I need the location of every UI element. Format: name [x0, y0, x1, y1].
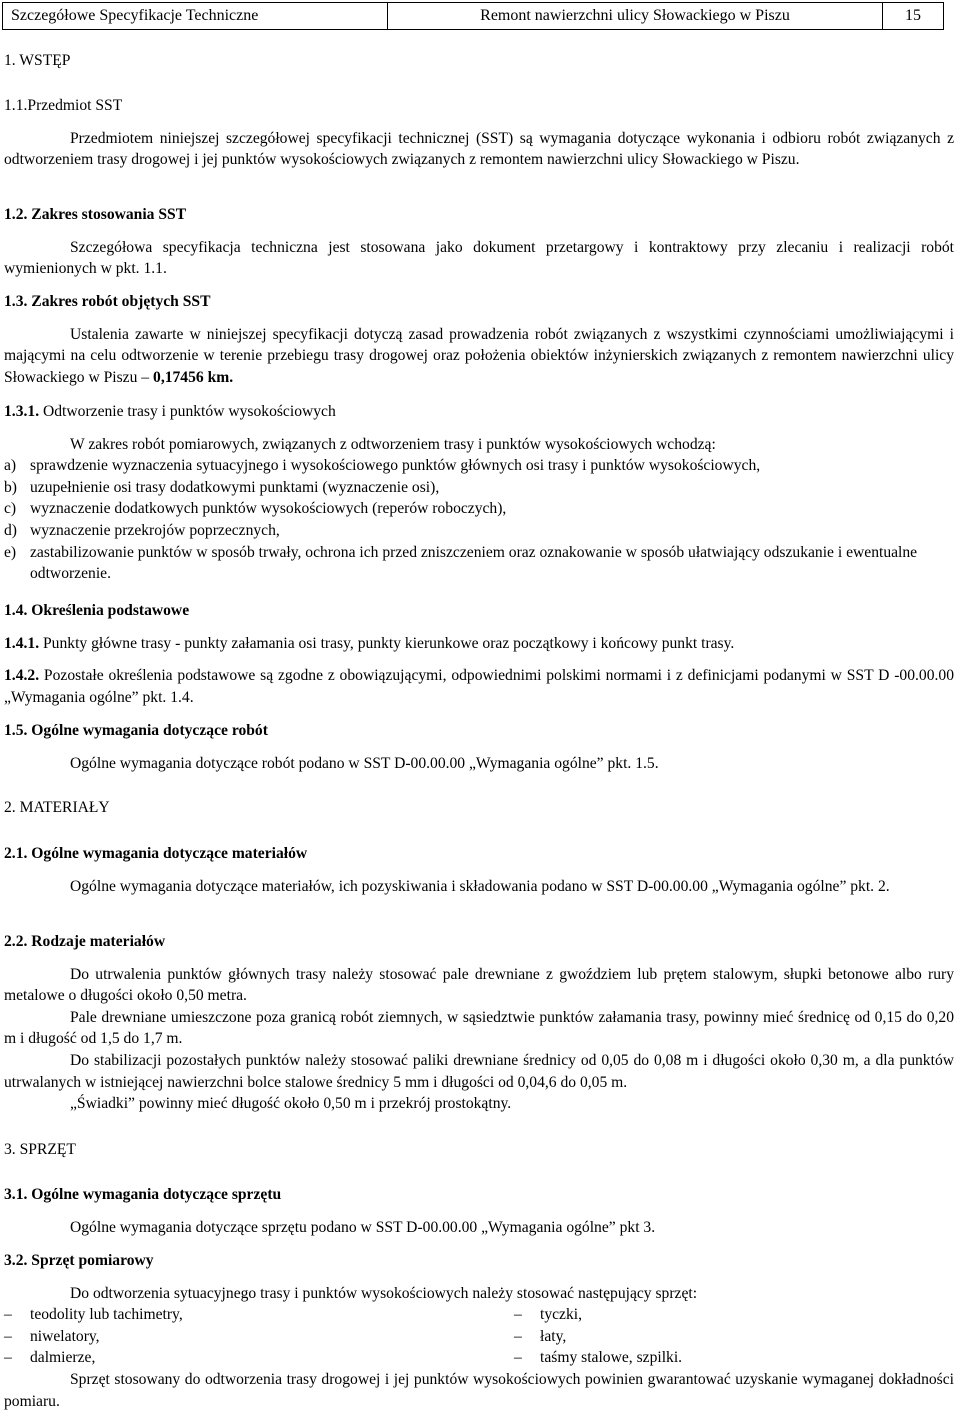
section-2-1-text: Ogólne wymagania dotyczące materiałów, ich pozyskiwania i składowania podano w SST D-00.00.00 „Wymagania ogólne” pkt. 2.	[70, 877, 890, 895]
definition-1-4-1	[4, 633, 954, 655]
dash-marker: –	[4, 1306, 12, 1324]
list-item	[4, 1347, 514, 1369]
section-3-2-heading: 3.2. Sprzęt pomiarowy	[4, 1252, 154, 1269]
section-2-1-heading: 2.1. Ogólne wymagania dotyczące materiałów	[4, 845, 308, 862]
list-text: wyznaczenie dodatkowych punktów wysokościowych (reperów roboczych),	[30, 500, 507, 518]
section-1	[4, 50, 954, 72]
list-text: zastabilizowanie punktów w sposób trwały, ochrona ich przed zniszczeniem oraz oznakowanie w sposób ułatwiający odszukanie i ewentualne odtworzenie.	[30, 543, 918, 583]
dash-marker: –	[514, 1327, 522, 1345]
header-doc-type: Szczegółowe Specyfikacje Techniczne	[3, 3, 388, 29]
section-1-5	[4, 720, 954, 774]
section-1-3-text	[4, 324, 954, 389]
list-letter: e)	[4, 543, 17, 561]
list-text: łaty,	[540, 1327, 567, 1345]
list-text: sprawdzenie wyznaczenia sytuacyjnego i wysokościowego punktów głównych osi trasy i punktów wysokościowych,	[30, 457, 761, 475]
section-3-1-heading: 3.1. Ogólne wymagania dotyczące sprzętu	[4, 1186, 282, 1203]
list-letter: b)	[4, 478, 17, 496]
list-text: niwelatory,	[30, 1327, 100, 1345]
survey-work-list	[4, 455, 954, 585]
section-2-2-p4: „Świadki” powinny mieć długość około 0,50 m i przekrój prostokątny.	[70, 1095, 512, 1113]
section-1-1-text: Przedmiotem niniejszej szczegółowej specyfikacji technicznej (SST) są wymagania dotyczące wykonania i odbioru robót związanych z odtworzeniem trasy drogowej i jej punktów wysokościowych związanych z remontem nawierzchni ulicy Słowackiego w Piszu.	[4, 129, 954, 169]
section-2-2-p3: Do stabilizacji pozostałych punktów należy stosować paliki drewniane średnicy od 0,05 do 0,08 m i długości około 0,30 m, a dla punktów utrwalanych w istniejącej nawierzchni bolce stalowe średnicy 5 mm i długości od 0,04,6 do 0,05 m.	[4, 1051, 954, 1091]
section-2-2	[4, 931, 954, 1115]
section-1-4	[4, 600, 954, 708]
section-2-1	[4, 843, 954, 897]
dash-marker: –	[514, 1349, 522, 1367]
section-2	[4, 797, 954, 819]
page-header	[2, 2, 944, 30]
section-3-1-text: Ogólne wymagania dotyczące sprzętu podano w SST D-00.00.00 „Wymagania ogólne” pkt 3.	[70, 1218, 656, 1236]
header-page-number: 15	[905, 7, 921, 24]
section-1-3-length: 0,17456 km.	[153, 368, 234, 386]
list-item	[4, 455, 954, 477]
section-3-2	[4, 1250, 954, 1412]
section-3-2-intro: Do odtworzenia sytuacyjnego trasy i punktów wysokościowych należy stosować następujący sprzęt:	[70, 1284, 698, 1302]
list-item	[514, 1326, 954, 1348]
section-1-3	[4, 291, 954, 388]
section-1-3-heading: 1.3. Zakres robót objętych SST	[4, 293, 211, 310]
list-item	[4, 520, 954, 542]
header-project: Remont nawierzchni ulicy Słowackiego w Piszu	[388, 3, 883, 29]
dash-marker: –	[4, 1327, 12, 1345]
list-text: wyznaczenie przekrojów poprzecznych,	[30, 521, 280, 539]
section-1-3-1-number: 1.3.1.	[4, 403, 40, 420]
list-letter: a)	[4, 457, 17, 475]
section-2-heading: 2. MATERIAŁY	[4, 799, 110, 816]
list-item	[4, 542, 954, 585]
section-1-5-text: Ogólne wymagania dotyczące robót podano w SST D-00.00.00 „Wymagania ogólne” pkt. 1.5.	[70, 754, 659, 772]
list-item	[514, 1347, 954, 1369]
section-2-2-p1: Do utrwalenia punktów głównych trasy należy stosować pale drewniane z gwoździem lub prętem stalowym, słupki betonowe albo rury metalowe o długości około 0,50 metra.	[4, 965, 954, 1005]
list-text: tyczki,	[540, 1306, 582, 1324]
section-1-heading: 1. WSTĘP	[4, 52, 71, 69]
definition-number: 1.4.1.	[4, 634, 40, 652]
list-item	[514, 1304, 954, 1326]
definition-1-4-2	[4, 665, 954, 708]
section-1-3-1	[4, 401, 954, 585]
dash-marker: –	[4, 1349, 12, 1367]
list-item	[4, 1304, 514, 1326]
definition-text: Punkty główne trasy - punkty załamania osi trasy, punkty kierunkowe oraz początkowy i końcowy punkt trasy.	[43, 634, 735, 652]
section-1-3-1-heading	[4, 401, 954, 423]
definition-text: Pozostałe określenia podstawowe są zgodne z obowiązującymi, odpowiednimi polskimi normami i z definicjami podanymi w SST D -00.00.00 „Wymagania ogólne” pkt. 1.4.	[4, 667, 954, 706]
section-1-1	[4, 95, 954, 171]
section-1-2-heading: 1.2. Zakres stosowania SST	[4, 206, 187, 223]
list-text: taśmy stalowe, szpilki.	[540, 1349, 683, 1367]
list-text: uzupełnienie osi trasy dodatkowymi punktami (wyznaczenie osi),	[30, 478, 440, 496]
section-1-5-heading: 1.5. Ogólne wymagania dotyczące robót	[4, 722, 268, 739]
section-1-2-text: Szczegółowa specyfikacja techniczna jest stosowana jako dokument przetargowy i kontraktowy przy zlecaniu i realizacji robót wymienionych w pkt. 1.1.	[4, 238, 954, 278]
list-text: teodolity lub tachimetry,	[30, 1306, 183, 1324]
section-2-2-heading: 2.2. Rodzaje materiałów	[4, 933, 166, 950]
list-text: dalmierze,	[30, 1349, 96, 1367]
section-1-3-1-title: Odtworzenie trasy i punktów wysokościowych	[43, 403, 336, 420]
section-1-2	[4, 204, 954, 280]
section-3-2-outro: Sprzęt stosowany do odtworzenia trasy drogowej i jej punktów wysokościowych powinien gwarantować uzyskanie wymaganej dokładności pomiaru.	[4, 1370, 954, 1410]
section-1-4-heading: 1.4. Określenia podstawowe	[4, 602, 190, 619]
section-1-3-1-intro: W zakres robót pomiarowych, związanych z odtworzeniem trasy i punktów wysokościowych wchodzą:	[70, 435, 716, 453]
list-item	[4, 1326, 514, 1348]
section-1-1-heading: 1.1.Przedmiot SST	[4, 97, 123, 114]
section-3-heading: 3. SPRZĘT	[4, 1141, 76, 1158]
section-1-3-body: Ustalenia zawarte w niniejszej specyfikacji dotyczą zasad prowadzenia robót związanych z wszystkimi czynnościami umożliwiającymi i mającymi na celu odtworzenie w terenie przebiegu trasy drogowej oraz położenia obiektów inżynierskich związanych z remontem nawierzchni ulicy Słowackiego w Piszu –	[4, 325, 954, 386]
list-letter: c)	[4, 500, 17, 518]
list-item	[4, 477, 954, 499]
list-letter: d)	[4, 521, 17, 539]
section-3	[4, 1139, 954, 1161]
definition-number: 1.4.2.	[4, 667, 40, 685]
list-item	[4, 498, 954, 520]
dash-marker: –	[514, 1306, 522, 1324]
section-2-2-p2: Pale drewniane umieszczone poza granicą robót ziemnych, w sąsiedztwie punktów załamania trasy, powinny mieć średnicę od 0,15 do 0,20 m i długość od 1,5 do 1,7 m.	[4, 1008, 954, 1048]
equipment-list	[4, 1304, 954, 1369]
section-3-1	[4, 1184, 954, 1238]
